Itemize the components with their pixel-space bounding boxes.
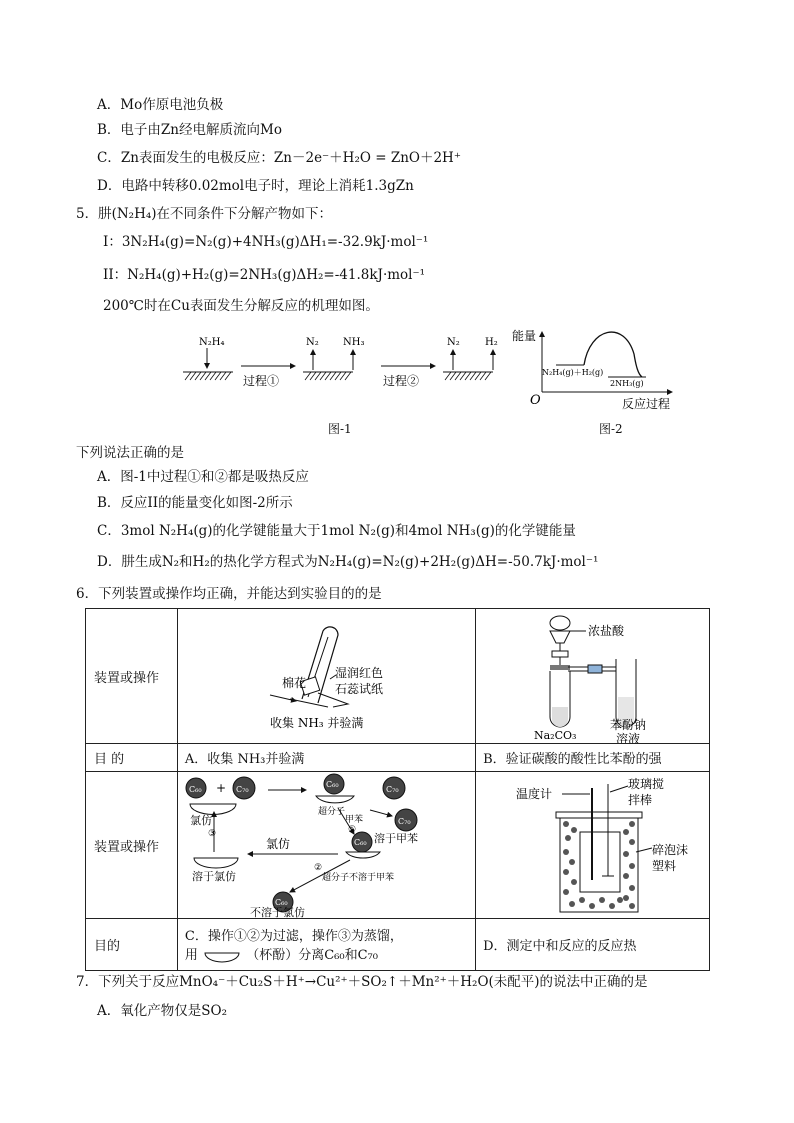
c60-insoluble: C₆₀ bbox=[274, 898, 288, 907]
label-cotton: 棉花 bbox=[281, 676, 306, 690]
step-1: ① bbox=[347, 825, 356, 835]
c70-separate: C₇₀ bbox=[385, 785, 399, 794]
apparatus-d-calorimeter bbox=[476, 772, 712, 918]
purpose-c-line-2 bbox=[185, 944, 475, 964]
label-insoluble-chloroform: 不溶于氯仿 bbox=[249, 906, 305, 918]
label-foam-1: 碎泡沫 bbox=[652, 843, 689, 857]
step-3: ③ bbox=[207, 829, 216, 839]
q5-equation-1: I：3N₂H₄(g)=N₂(g)+4NH₃(g)ΔH₁=-32.9kJ·mol⁻¹ bbox=[103, 234, 429, 250]
q5-condition: 200℃时在Cu表面发生分解反应的机理如图。 bbox=[103, 298, 379, 314]
label-thermometer: 温度计 bbox=[516, 787, 553, 801]
q4-option-a: A．Mo作原电池负极 bbox=[97, 97, 224, 113]
fig2-origin: O bbox=[530, 393, 541, 408]
purpose-d: D．测定中和反应的反应热 bbox=[476, 919, 710, 971]
purpose-a: A．收集 NH₃并验满 bbox=[177, 744, 475, 772]
fig1-reactant: N₂H₄ bbox=[199, 337, 225, 348]
q4-option-d: D．电路中转移0.02mol电子时，理论上消耗1.3gZn bbox=[97, 178, 414, 194]
figure-2-caption: 图-2 bbox=[599, 422, 623, 436]
label-foam-2: 塑料 bbox=[652, 859, 677, 873]
step-2: ② bbox=[313, 863, 322, 873]
fig2-left-level: N₂H₄(g)＋H₂(g) bbox=[542, 368, 604, 377]
figure-1-caption: 图-1 bbox=[328, 422, 352, 436]
label-conc-hcl: 浓盐酸 bbox=[588, 624, 625, 638]
apparatus-a-nh3-collection bbox=[178, 609, 479, 743]
label-litmus-1: 湿润红色 bbox=[334, 666, 383, 680]
q6-table bbox=[85, 608, 710, 971]
c70-label: C₇₀ bbox=[235, 785, 249, 794]
c60-cup-2: C₆₀ bbox=[353, 838, 367, 847]
label-phenolate-1: 苯酚钠 bbox=[610, 718, 647, 732]
fig1-n2-product: N₂ bbox=[447, 337, 460, 348]
purpose-b: B．验证碳酸的酸性比苯酚的强 bbox=[476, 744, 710, 772]
q5-prompt: 下列说法正确的是 bbox=[76, 445, 184, 461]
plus-sign: + bbox=[215, 781, 226, 795]
fig2-right-level: 2NH₃(g) bbox=[610, 379, 644, 388]
label-stirrer-1: 玻璃搅 bbox=[628, 777, 665, 791]
fig1-n2-label: N₂ bbox=[306, 337, 319, 348]
q4-option-c: C．Zn表面发生的电极反应：Zn－2e⁻＋H₂O = ZnO＋2H⁺ bbox=[97, 150, 461, 166]
q5-option-d: D．肼生成N₂和H₂的热化学方程式为N₂H₄(g)=N₂(g)+2H₂(g)ΔH=-50.7kJ·mol⁻¹ bbox=[97, 554, 599, 570]
q5-stem: 5．肼(N₂H₄)在不同条件下分解产物如下： bbox=[76, 206, 333, 222]
q7-stem: 7．下列关于反应MnO₄⁻＋Cu₂S＋H⁺→Cu²⁺＋SO₂↑＋Mn²⁺＋H₂O(未配平)的说法中正确的是 bbox=[76, 974, 648, 990]
q6-row3-label: 装置或操作 bbox=[86, 772, 178, 919]
c60-in-cup: C₆₀ bbox=[325, 780, 339, 789]
q5-option-b: B．反应II的能量变化如图-2所示 bbox=[97, 495, 293, 511]
label-dissolve-chloroform: 溶于氯仿 bbox=[191, 870, 236, 883]
label-toluene: 甲苯 bbox=[344, 815, 363, 825]
label-collect-nh3: 收集 NH₃ 并验满 bbox=[269, 716, 364, 730]
purpose-c-use: 用 bbox=[184, 948, 198, 964]
label-chloroform-1: 氯仿 bbox=[189, 814, 212, 827]
fig1-step-2: 过程② bbox=[383, 374, 420, 388]
q5-option-c: C．3mol N₂H₄(g)的化学键能量大于1mol N₂(g)和4mol NH₃(g)的化学键能量 bbox=[97, 523, 576, 539]
label-supramolecule-insoluble: 超分子不溶于甲苯 bbox=[321, 873, 394, 883]
q5-option-a: A．图-1中过程①和②都是吸热反应 bbox=[97, 469, 309, 485]
label-dissolve-toluene: 溶于甲苯 bbox=[373, 832, 418, 845]
c70-dissolved: C₇₀ bbox=[397, 817, 411, 826]
label-na2co3: Na₂CO₃ bbox=[534, 729, 577, 742]
purpose-c-line-1: C．操作①②为过滤，操作③为蒸馏， bbox=[184, 929, 403, 945]
q6-row2-label: 目 的 bbox=[86, 744, 178, 772]
q6-row4-label: 目的 bbox=[86, 919, 178, 971]
fig2-y-label: 能量 bbox=[512, 329, 537, 343]
fig1-step-1: 过程① bbox=[243, 374, 280, 388]
label-phenolate-2: 溶液 bbox=[616, 732, 641, 743]
figure-2-energy-diagram bbox=[512, 322, 687, 414]
q5-equation-2: II：N₂H₄(g)+H₂(g)=2NH₃(g)ΔH₂=-41.8kJ·mol⁻¹ bbox=[103, 267, 426, 283]
fig2-x-label: 反应过程 bbox=[622, 397, 671, 411]
c60-label: C₆₀ bbox=[188, 785, 202, 794]
q6-row1-label: 装置或操作 bbox=[86, 609, 178, 744]
label-chloroform-2: 氯仿 bbox=[265, 837, 290, 851]
fig1-h2-product: H₂ bbox=[485, 337, 498, 348]
q4-option-b: B．电子由Zn经电解质流向Mo bbox=[97, 122, 282, 138]
purpose-c-rest: （杯酚）分离C₆₀和C₇₀ bbox=[246, 948, 378, 964]
calixarene-cup-icon bbox=[202, 948, 242, 964]
label-litmus-2: 石蕊试纸 bbox=[334, 682, 383, 696]
purpose-c bbox=[177, 919, 475, 971]
fig1-nh3-label: NH₃ bbox=[343, 337, 365, 348]
q6-stem: 6．下列装置或操作均正确，并能达到实验目的的是 bbox=[76, 586, 382, 602]
q7-option-a: A．氧化产物仅是SO₂ bbox=[97, 1003, 227, 1019]
apparatus-c-separation bbox=[178, 772, 479, 918]
label-stirrer-2: 拌棒 bbox=[628, 793, 653, 807]
label-supramolecule: 超分子 bbox=[317, 807, 345, 817]
apparatus-b-acidity-test bbox=[476, 609, 712, 743]
